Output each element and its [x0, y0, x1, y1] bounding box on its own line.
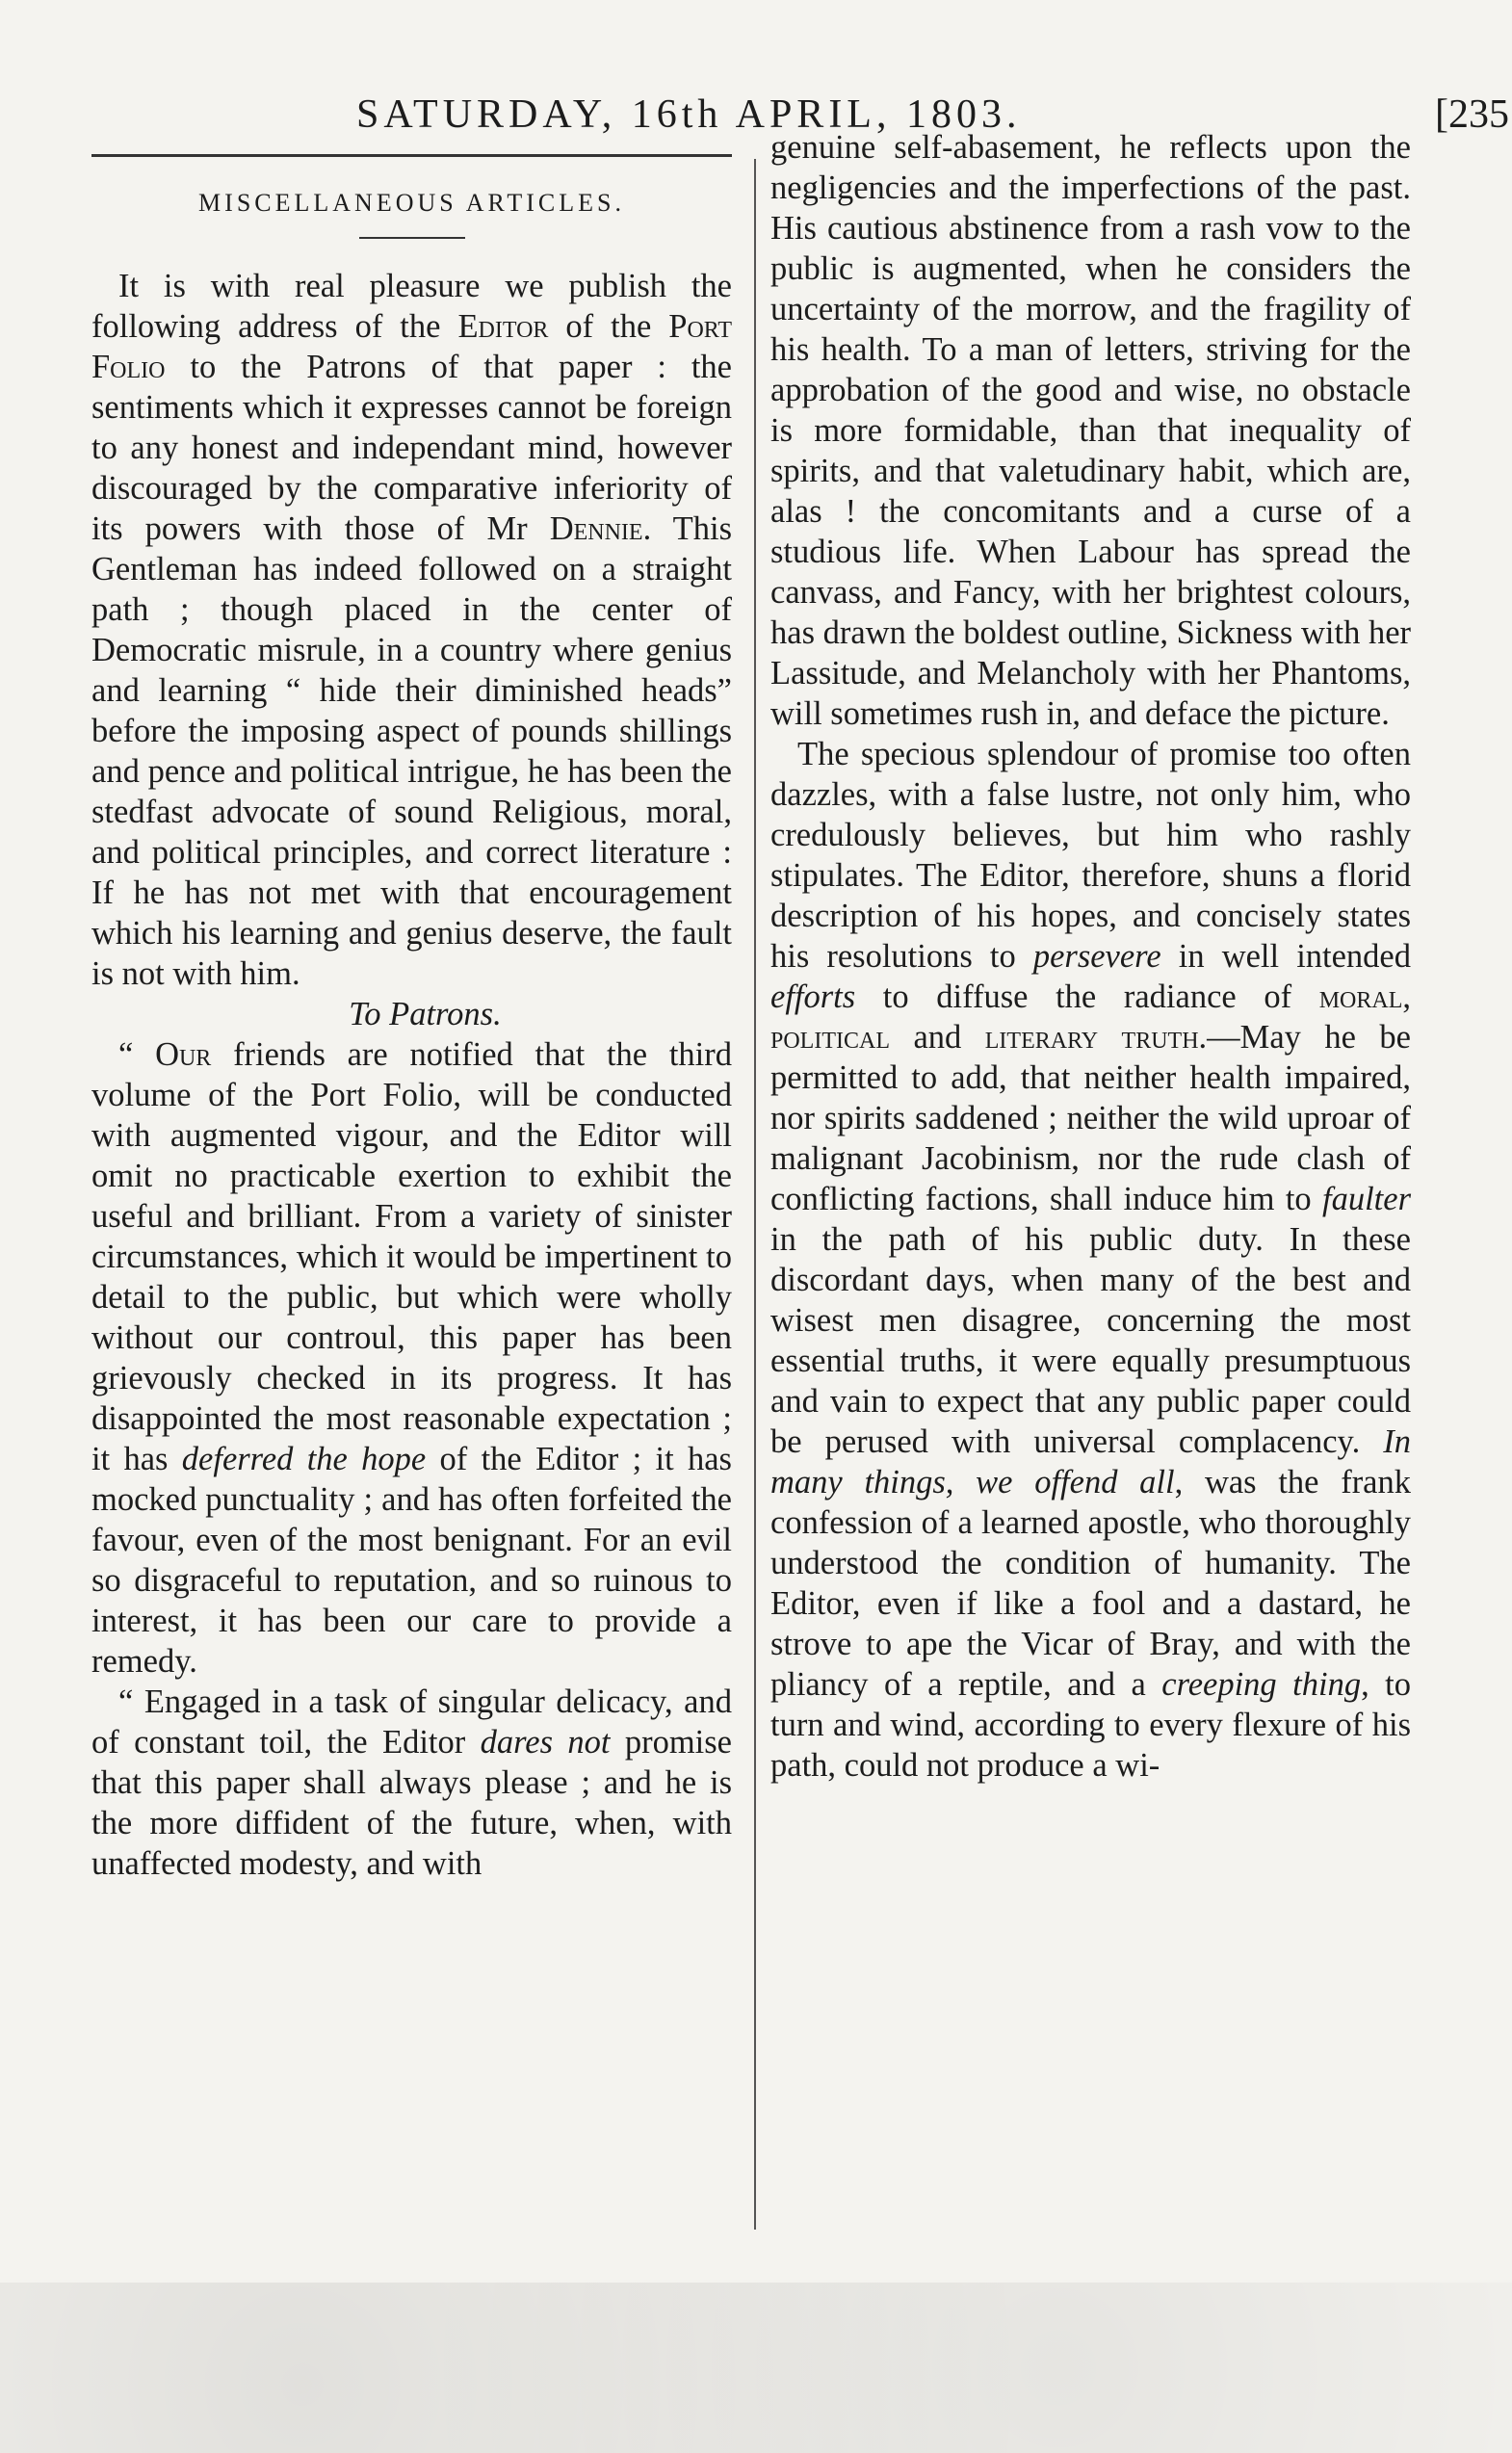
header-rule-left — [91, 154, 732, 157]
text-run: . This Gentleman has indeed followed on a straight path ; though placed in the center of Democratic misrule, in a country where genius and learning “ hide their diminished heads” before the imposing aspect of pounds shillings and pence and political intrigue, he has been the stedfast advocate of sound Religious, moral, and political principles, and correct literature : If he has not met with that encouragement which his learning and genius deserve, the fault is not with him. — [91, 510, 732, 992]
section-rule — [359, 237, 465, 239]
text-run: in the path of his public duty. In these discordant days, when many of the best and wisest men disagree, concerning the most essential truths, it were equally presumptuous and vain to expect that any public paper could be perused with universal complacency. — [770, 1221, 1411, 1460]
text-run: to diffuse the radiance of — [855, 979, 1319, 1015]
right-paragraph-1 — [770, 127, 1411, 734]
right-column — [770, 127, 1411, 1786]
column-divider — [754, 159, 756, 2230]
text-run: .—May he be permitted to add, that neither health impaired, nor spirits saddened ; neither the wild uproar of malignant Jacobinism, nor the rude clash of conflicting factions, shall induce him to — [770, 1019, 1411, 1217]
small-caps-run: Editor — [457, 308, 549, 345]
text-run: genuine self-abasement, he reflects upon the negligencies and the imperfections of the past. His cautious abstinence from a rash vow to the public is augmented, when he considers the uncertainty of the morrow, and the fragility of his health. To a man of letters, striving for the approbation of the good and wise, no obstacle is more formidable, than that inequality of spirits, and that valetudinary habit, which are, alas ! the concomitants and a curse of a studious life. When Labour has spread the canvass, and Fancy, with her brightest colours, has drawn the boldest outline, Sickness with her Lassitude, and Melancholy with her Phantoms, will sometimes rush in, and deface the picture. — [770, 129, 1411, 732]
text-run: of the Editor ; it has mocked punctuality ; and has often forfeited the favour, even of the most benignant. For an evil so disgraceful to reputation, and so ruinous to interest, it has been our care to provide a remedy. — [91, 1441, 732, 1680]
italic-run: efforts — [770, 979, 856, 1015]
italic-run: In many things, we offend all — [770, 1423, 1411, 1501]
text-run: in well intended — [1160, 938, 1411, 975]
text-run: of the — [548, 308, 669, 345]
italic-run: faulter — [1322, 1181, 1411, 1217]
italic-run: creeping thing — [1161, 1666, 1362, 1703]
patrons-paragraph-2 — [91, 1682, 732, 1884]
text-run: friends are notified that the third volume of the Port Folio, will be conducted with augmented vigour, and the Editor will omit no practicable exertion to exhibit the useful and brilliant. From a variety of sinister circumstances, which it would be impertinent to detail to the public, but which were wholly without our controul, this paper has been grievously checked in its progress. It has disappointed the most reasonable expectation ; it has — [91, 1036, 732, 1477]
intro-paragraph — [91, 266, 732, 994]
text-run: “ Engaged in a task of singular delicacy, and of constant toil, the Editor — [91, 1683, 732, 1761]
text-run: and — [889, 1019, 985, 1056]
text-run: “ — [118, 1036, 156, 1073]
small-caps-run: literary truth — [984, 1019, 1199, 1056]
text-run: , to turn and wind, according to every flexure of his path, could not produce a wi- — [770, 1666, 1412, 1784]
text-run: The specious splendour of promise too often dazzles, with a false lustre, not only him, who credulously believes, but him who rashly stipulates. The Editor, therefore, shuns a florid description of his hopes, and concisely states his resolutions to — [770, 736, 1411, 975]
page-scan-noise — [0, 2283, 1512, 2453]
section-title: MISCELLANEOUS ARTICLES. — [198, 189, 625, 217]
small-caps-run: Dennie — [549, 510, 643, 547]
running-header: SATURDAY, 16th APRIL, 1803. — [356, 92, 1022, 137]
text-run: , was the frank confession of a learned apostle, who thoroughly understood the condition of humanity. The Editor, even if like a fool and a dastard, he strove to ape the Vicar of Bray, and with the pliancy of a reptile, and a — [770, 1464, 1411, 1703]
text-run: to the Patrons of that paper : the sentiments which it expresses cannot be foreign to any honest and independant mind, however discouraged by the comparative inferiority of its powers with those of Mr — [91, 349, 732, 547]
small-caps-run: Port Folio — [91, 308, 733, 385]
text-run: It is with real pleasure we publish the following address of the — [91, 268, 732, 345]
left-column — [91, 183, 732, 1884]
italic-run: dares not — [480, 1724, 611, 1761]
patrons-paragraph-1 — [91, 1034, 732, 1682]
sub-heading: To Patrons. — [349, 996, 502, 1032]
small-caps-run: moral, political — [770, 979, 1411, 1056]
italic-run: deferred the hope — [181, 1441, 427, 1477]
italic-run: persevere — [1032, 938, 1161, 975]
text-run: promise that this paper shall always please ; and he is the more diffident of the future, when, with unaffected modesty, and with — [91, 1724, 732, 1882]
right-paragraph-2 — [770, 734, 1411, 1786]
page-number: [235 — [1435, 92, 1509, 137]
small-caps-run: Our — [155, 1036, 212, 1073]
